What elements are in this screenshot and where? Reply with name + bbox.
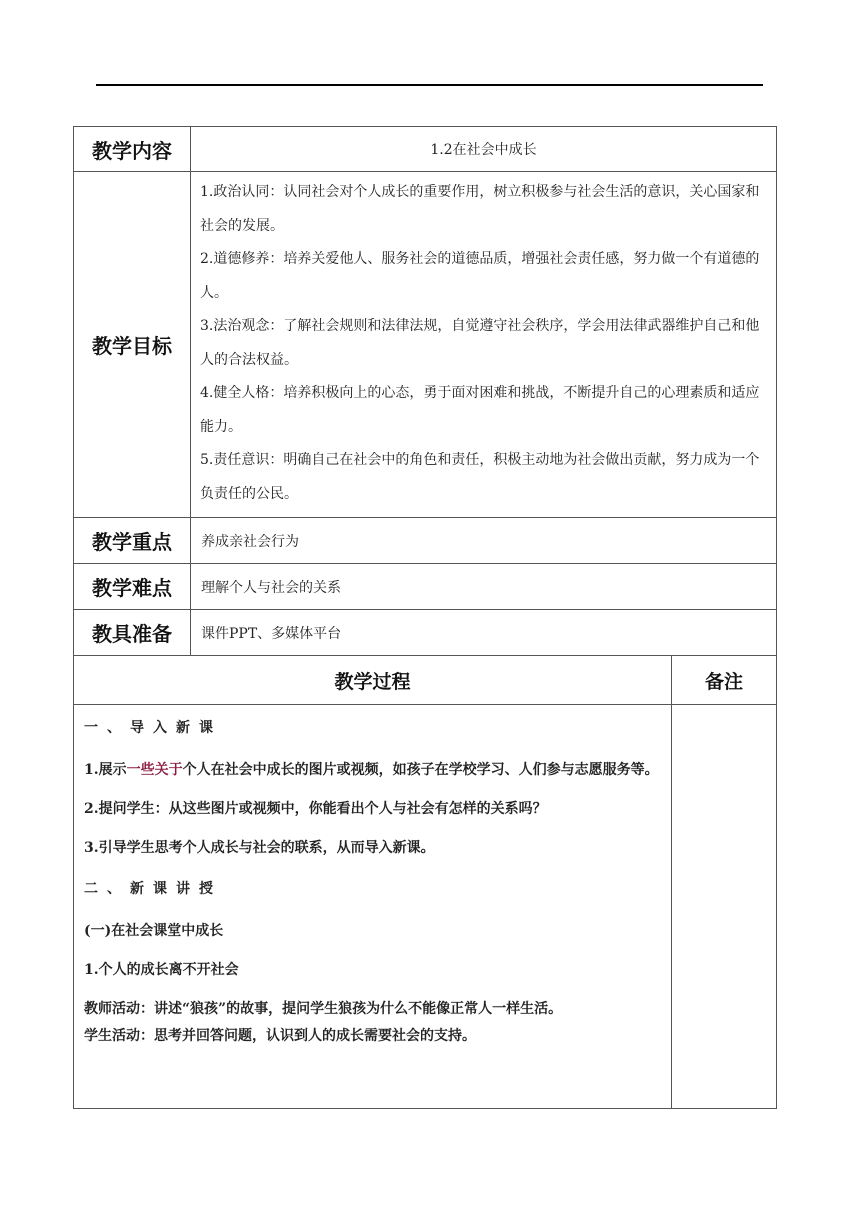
lesson-topic: 1.2在社会中成长	[191, 127, 777, 172]
header-rule	[96, 84, 763, 86]
step-3: 3.引导学生思考个人成长与社会的联系，从而导入新课。	[84, 840, 435, 856]
goal-item: 2.道德修养：培养关爱他人、服务社会的道德品质，增强社会责任感，努力做一个有道德的人。	[200, 251, 760, 301]
row-materials	[74, 610, 777, 656]
goal-item: 5.责任意识：明确自己在社会中的角色和责任，积极主动地为社会做出贡献，努力成为一个负责任的公民。	[200, 452, 760, 502]
step-2: 2.提问学生：从这些图片或视频中，你能看出个人与社会有怎样的关系吗？	[84, 801, 547, 817]
goal-item: 1.政治认同：认同社会对个人成长的重要作用，树立积极参与社会生活的意识，关心国家和社会的发展。	[200, 184, 760, 234]
goal-item: 4.健全人格：培养积极向上的心态，勇于面对困难和挑战，不断提升自己的心理素质和适应能力。	[200, 385, 760, 435]
key-points-value: 养成亲社会行为	[191, 518, 777, 564]
step-1-prefix: 1.展示	[84, 762, 127, 778]
row-process-header	[74, 656, 777, 705]
lesson-plan-table	[73, 126, 777, 1109]
step-1-rest: 个人在社会中成长的图片或视频，如孩子在学校学习、人们参与志愿服务等。	[182, 762, 659, 778]
subsection-title: (一)在社会课堂中成长	[84, 923, 224, 939]
label-materials: 教具准备	[74, 610, 191, 656]
materials-value: 课件PPT、多媒体平台	[191, 610, 777, 656]
point-title: 1.个人的成长离不开社会	[84, 962, 239, 978]
student-activity: 学生活动：思考并回答问题，认识到人的成长需要社会的支持。	[84, 1028, 476, 1044]
step-1-highlight: 一些关于	[126, 762, 183, 778]
goals-list	[191, 172, 777, 518]
process-content	[74, 705, 672, 1109]
goal-item: 3.法治观念：了解社会规则和法律法规，自觉遵守社会秩序，学会用法律武器维护自己和他人的合法权益。	[200, 318, 760, 368]
row-difficulties	[74, 564, 777, 610]
row-goals	[74, 172, 777, 518]
row-content	[74, 127, 777, 172]
row-key-points	[74, 518, 777, 564]
notes-cell	[672, 705, 777, 1109]
section-new-lesson-title: 二、新课讲授	[84, 881, 222, 897]
difficulties-value: 理解个人与社会的关系	[191, 564, 777, 610]
row-process-body	[74, 705, 777, 1109]
label-difficulties: 教学难点	[74, 564, 191, 610]
process-header: 教学过程	[74, 656, 672, 705]
label-content: 教学内容	[74, 127, 191, 172]
teacher-activity: 教师活动：讲述“狼孩”的故事，提问学生狼孩为什么不能像正常人一样生活。	[84, 1001, 563, 1017]
notes-header: 备注	[672, 656, 777, 705]
label-goals: 教学目标	[74, 172, 191, 518]
step-1	[84, 751, 663, 790]
label-key-points: 教学重点	[74, 518, 191, 564]
section-intro-title: 一、导入新课	[84, 720, 222, 736]
